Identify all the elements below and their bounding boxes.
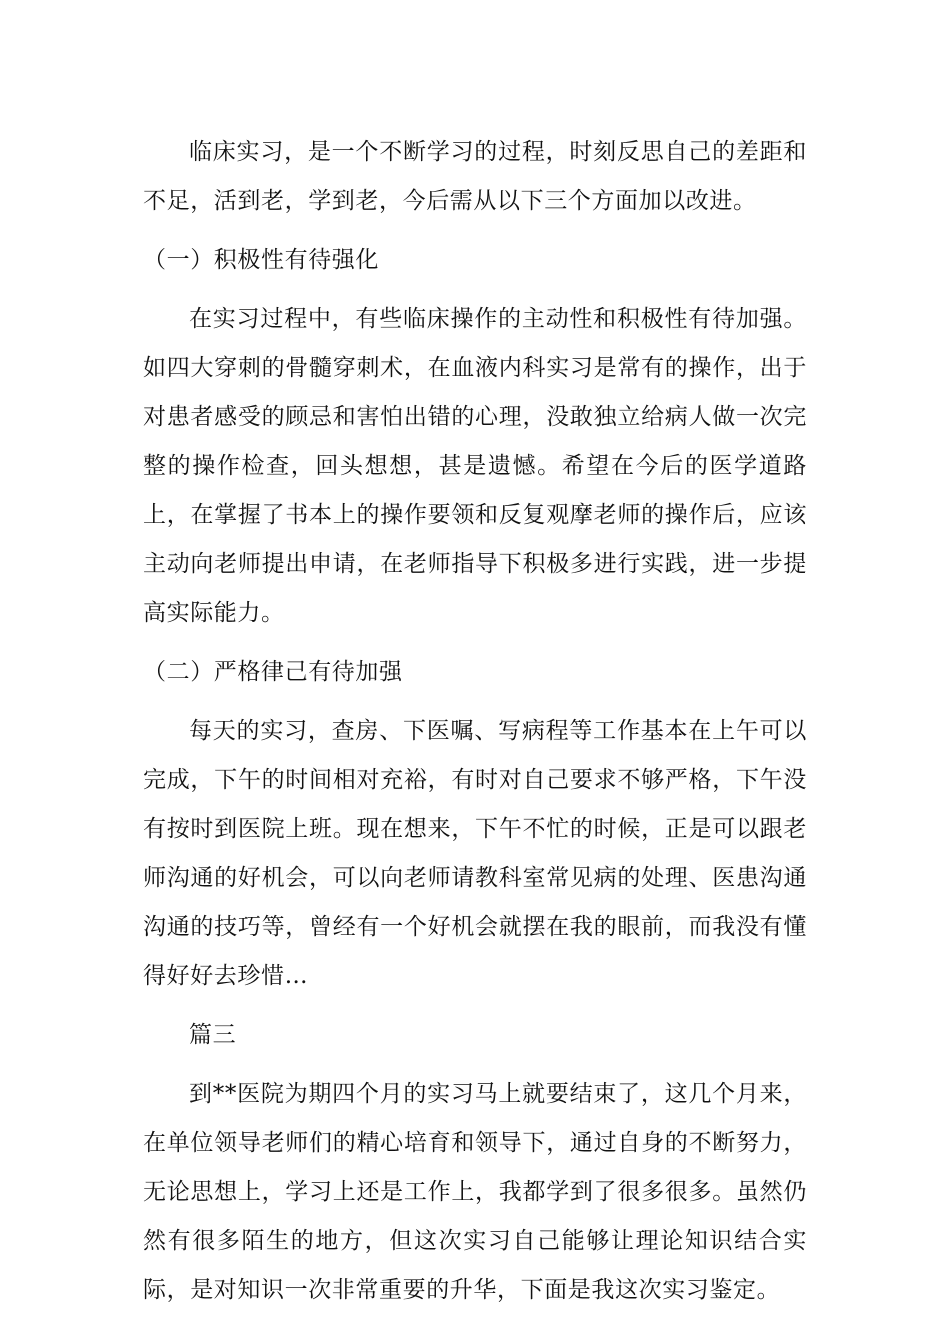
- document-body: [143, 128, 807, 1325]
- section-heading-1: （一）积极性有待强化: [143, 247, 379, 273]
- section-heading-2: （二）严格律己有待加强: [143, 659, 403, 685]
- paragraph-discipline: 每天的实习，查房、下医嘱、写病程等工作基本在上午可以完成，下午的时间相对充裕，有时对自己要求不够严格，下午没有按时到医院上班。现在想来，下午不忙的时候，正是可以跟老师沟通的好机会，可以向老师请教科室常见病的处理、医患沟通沟通的技巧等，曾经有一个好机会就摆在我的眼前，而我没有懂得好好去珍惜…: [143, 718, 807, 989]
- paragraph-intro: 临床实习，是一个不断学习的过程，时刻反思自己的差距和不足，活到老，学到老，今后需从以下三个方面加以改进。: [143, 139, 807, 214]
- paragraph-part-three: 到**医院为期四个月的实习马上就要结束了，这几个月来，在单位领导老师们的精心培育和领导下，通过自身的不断努力，无论思想上，学习上还是工作上，我都学到了很多很多。虽然仍然有很多陌生的地方，但这次实习自己能够让理论知识结合实际，是对知识一次非常重要的升华，下面是我这次实习鉴定。: [143, 1081, 807, 1303]
- part-title: 篇三: [189, 1022, 237, 1048]
- paragraph-initiative: 在实习过程中，有些临床操作的主动性和积极性有待加强。如四大穿刺的骨髓穿刺术，在血液内科实习是常有的操作，出于对患者感受的顾忌和害怕出错的心理，没敢独立给病人做一次完整的操作检查，回头想想，甚是遗憾。希望在今后的医学道路上，在掌握了书本上的操作要领和反复观摩老师的操作后，应该主动向老师提出申请，在老师指导下积极多进行实践，进一步提高实际能力。: [143, 306, 807, 626]
